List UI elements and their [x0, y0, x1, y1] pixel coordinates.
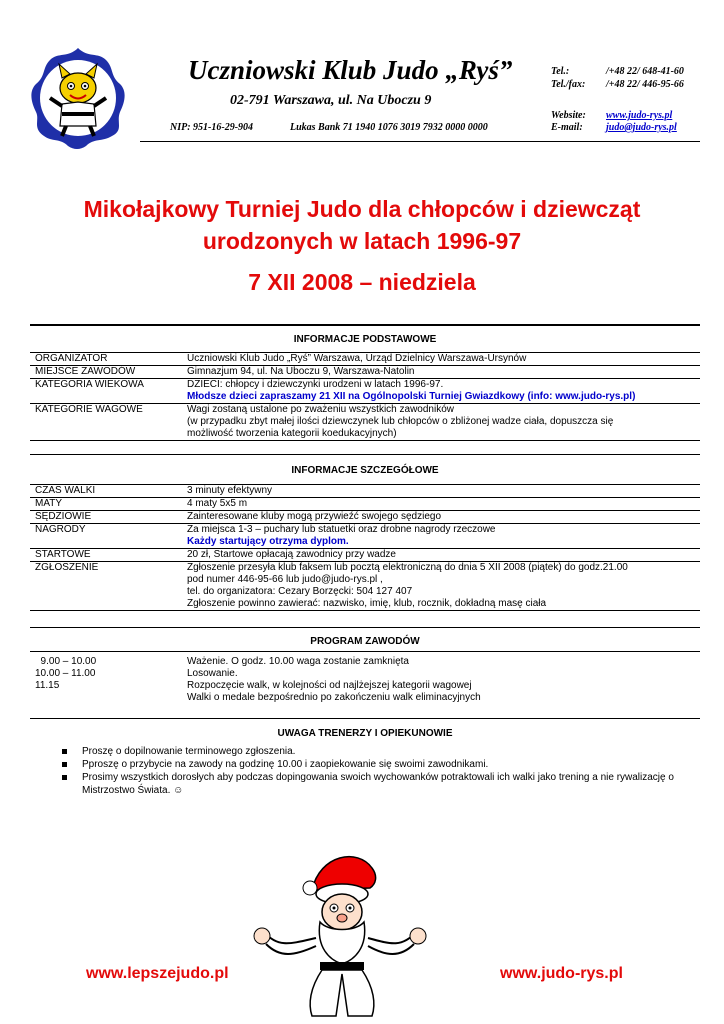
program-time: 9.00 – 10.00: [35, 656, 97, 667]
tel-label: Tel.:: [551, 66, 570, 77]
row-label: STARTOWE: [35, 549, 91, 560]
section-divider: [30, 324, 700, 326]
club-logo-icon: [26, 46, 130, 150]
row-label: CZAS WALKI: [35, 485, 96, 496]
table-row: [30, 352, 700, 366]
club-bank-account: Lukas Bank 71 1940 1076 3019 7932 0000 0000: [290, 122, 488, 133]
row-label: KATEGORIE WAGOWE: [35, 404, 143, 415]
row-label: KATEGORIA WIEKOWA: [35, 379, 144, 390]
row-value: 20 zł, Startowe opłacają zawodnicy przy wadze: [187, 549, 396, 560]
program-time: 10.00 – 11.00: [35, 668, 96, 679]
section-divider: [30, 627, 700, 628]
event-date: 7 XII 2008 – niedziela: [248, 269, 476, 295]
program-heading: PROGRAM ZAWODÓW: [310, 636, 420, 647]
email-label: E-mail:: [551, 122, 583, 133]
row-value: Za miejsca 1-3 – puchary lub statuetki oraz drobne nagrody rzeczowe Każdy startujący otrzyma dyplom.: [187, 524, 700, 548]
program-time: 11.15: [35, 680, 60, 691]
list-item: Proszę o dopilnowanie terminowego zgłoszenia.: [60, 745, 680, 758]
table-row: [30, 549, 700, 562]
santa-judoka-mascot-icon: [250, 848, 430, 1018]
row-value: Zgłoszenie przesyła klub faksem lub pocztą elektroniczną do dnia 5 XII 2008 (piątek) do godz.21.00 pod numer 446-95-66 lub judo@judo-rys.pl , tel. do organizatora: Cezary Borzęcki: 504 127 407 Zgłoszenie powinno zawierać: nazwisko, imię, klub, rocznik, dokładną masę ciała: [187, 562, 628, 609]
row-value: 4 maty 5x5 m: [187, 498, 248, 509]
program-list: [30, 656, 700, 704]
list-item: 9.00 – 10.00 Ważenie. O godz. 10.00 waga zostanie zamknięta: [30, 656, 700, 668]
row-value: Wagi zostaną ustalone po zważeniu wszystkich zawodników (w przypadku zbyt małej ilości dziewczynek lub chłopców o zbliżonej wadze ciała, dopuszcza się możliwość tworzenia kategorii koedukacyjnych): [187, 404, 614, 439]
club-address: 02-791 Warszawa, ul. Na Uboczu 9: [230, 93, 432, 108]
email-link[interactable]: judo@judo-rys.pl: [606, 122, 677, 133]
row-label: MIEJSCE ZAWODÓW: [35, 366, 136, 377]
fax-value: /+48 22/ 446-95-66: [606, 79, 684, 90]
row-label: ZGŁOSZENIE: [35, 562, 99, 573]
website-link[interactable]: www.judo-rys.pl: [606, 110, 673, 121]
basic-info-heading: INFORMACJE PODSTAWOWE: [293, 334, 437, 345]
row-label: ORGANIZATOR: [35, 353, 108, 364]
row-label: NAGRODY: [35, 524, 86, 535]
junior-tournament-note: Młodsze dzieci zapraszamy 21 XII na Ogólnopolski Turniej Gwiazdkowy (info: www.judo-rys.pl): [187, 391, 636, 402]
list-item: 10.00 – 11.00 Losowanie.: [30, 668, 700, 680]
footer-link-judo-rys[interactable]: www.judo-rys.pl: [500, 965, 623, 982]
row-label: SĘDZIOWIE: [35, 511, 92, 522]
section-divider: [30, 718, 700, 719]
row-label: MATY: [35, 498, 63, 509]
event-title-line-2: urodzonych w latach 1996-97: [202, 228, 522, 254]
row-value: 3 minuty efektywny: [187, 485, 273, 496]
table-row: [30, 484, 700, 498]
list-item: Pproszę o przybycie na zawody na godzinę 10.00 i zaopiekowanie się swoimi zawodnikami.: [60, 758, 680, 771]
table-row: [30, 366, 700, 379]
row-value: Gimnazjum 94, ul. Na Uboczu 9, Warszawa-Natolin: [187, 366, 415, 377]
diploma-note: Każdy startujący otrzyma dyplom.: [187, 536, 349, 547]
footer-link-lepszejudo[interactable]: www.lepszejudo.pl: [86, 965, 229, 982]
club-name: Uczniowski Klub Judo „Ryś”: [188, 55, 513, 85]
table-row: [30, 562, 700, 611]
event-title-line-1: Mikołajkowy Turniej Judo dla chłopców i dziewcząt: [83, 196, 641, 222]
table-row: [30, 511, 700, 524]
table-row: [30, 524, 700, 549]
website-label: Website:: [551, 110, 586, 121]
header-divider: [140, 141, 700, 142]
list-item: 11.15 Rozpoczęcie walk, w kolejności od najlżejszej kategorii wagowej Walki o medale bezpośrednio po zakończeniu walk eliminacyjnych: [30, 680, 700, 704]
details-table: [30, 484, 700, 611]
notes-list: [60, 745, 680, 797]
section-divider: [30, 651, 700, 652]
row-value: Uczniowski Klub Judo „Ryś” Warszawa, Urząd Dzielnicy Warszawa-Ursynów: [187, 353, 527, 364]
notes-heading: UWAGA TRENERZY I OPIEKUNOWIE: [277, 728, 453, 739]
club-nip: NIP: 951-16-29-904: [170, 122, 254, 133]
row-value: DZIECI: chłopcy i dziewczynki urodzeni w latach 1996-97. Młodsze dzieci zapraszamy 21 XII na Ogólnopolski Turniej Gwiazdkowy (info: www.judo-rys.pl): [187, 379, 700, 403]
basic-info-table: [30, 352, 700, 441]
list-item: Prosimy wszystkich dorosłych aby podczas dopingowania swoich wychowanków potraktowali ich walki jako trening a nie rywalizację o Mistrzostwo Świata. ☺: [60, 771, 680, 797]
table-row: [30, 404, 700, 441]
tel-value: /+48 22/ 648-41-60: [606, 66, 684, 77]
fax-label: Tel./fax:: [551, 79, 586, 90]
row-value: Zainteresowane kluby mogą przywieźć swojego sędziego: [187, 511, 442, 522]
details-heading: INFORMACJE SZCZEGÓŁOWE: [291, 465, 439, 476]
table-row: [30, 498, 700, 511]
table-row: [30, 379, 700, 404]
section-divider: [30, 454, 700, 455]
